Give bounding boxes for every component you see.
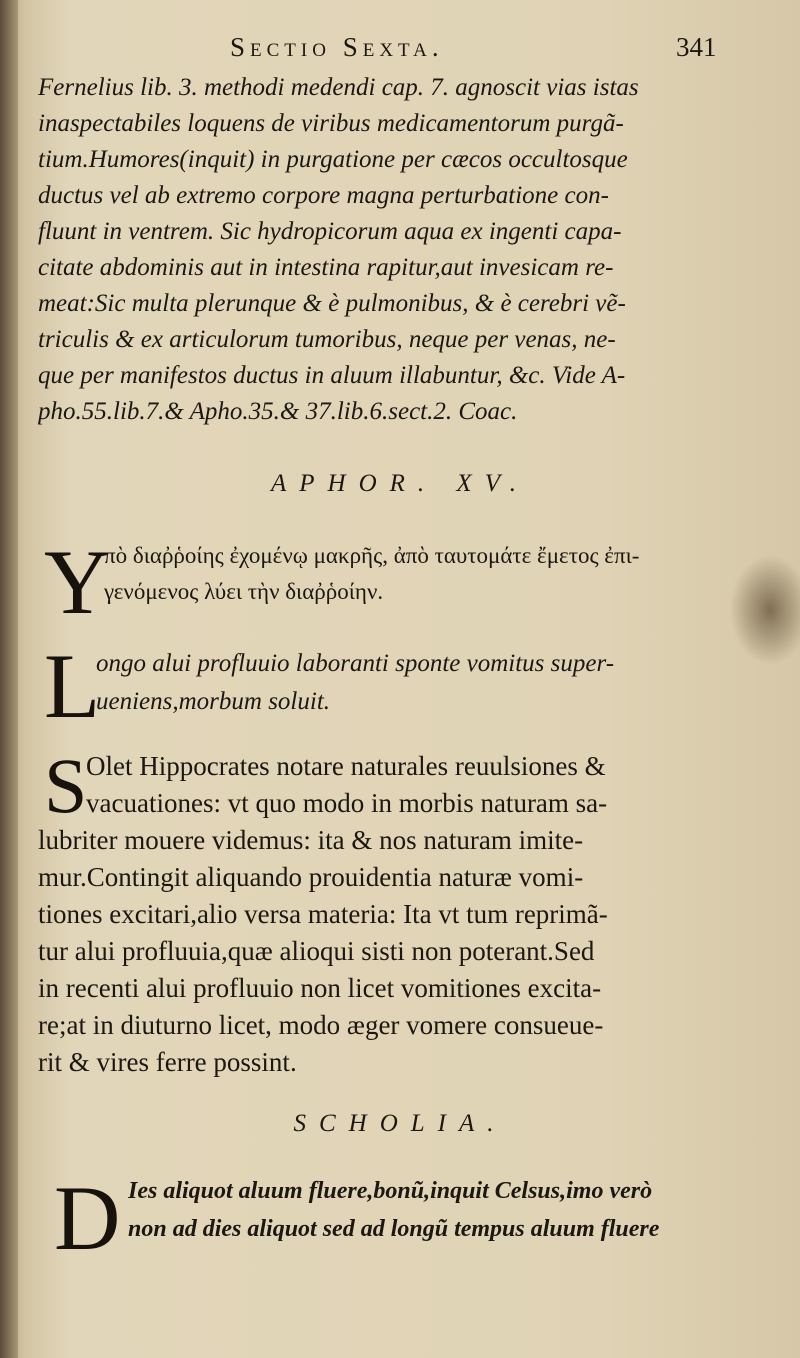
text-line: πὸ διαῤῥοίης ἐχομένῳ μακρῆς, ἀπὸ ταυτομάτε ἔμετος ἐπι- [104,543,640,568]
text-line: γενόμενος λύει τὴν διαῤῥοίην. [104,579,384,604]
text-line: triculis & ex articulorum tumoribus, neque per venas, ne- [38,326,616,353]
text-line: citate abdominis aut in intestina rapitur,aut invesicam re- [38,254,614,281]
page-gutter [0,0,18,1358]
page-number: 341 [676,32,717,62]
page-header [0,32,800,72]
text-line: in recenti alui profluuio non licet vomitiones excita- [38,973,602,1003]
text-line: mur.Contingit aliquando prouidentia naturæ vomi- [38,862,584,892]
text-line: non ad dies aliquot sed ad longũ tempus aluum fluere [128,1216,660,1242]
scholia-dropcap: D [54,1167,121,1269]
text-line: tium.Humores(inquit) in purgatione per cæcos occultosque [38,146,628,173]
commentary-paragraph [38,742,738,1081]
latin-dropcap: L [44,635,101,737]
text-line: ueniens,morbum soluit. [96,688,331,715]
text-line: ongo alui profluuio laboranti sponte vomitus super- [96,650,615,677]
text-line: Fernelius lib. 3. methodi medendi cap. 7. agnoscit vias istas [38,74,639,101]
aphorism-heading: APHOR. XV. [271,470,529,497]
text-line: tiones excitari,alio versa materia: Ita vt tum reprimã- [38,899,608,929]
text-line: tur alui profluuia,quæ alioqui sisti non poterant.Sed [38,936,595,966]
text-line: vacuationes: vt quo modo in morbis naturam sa- [86,788,608,818]
text-line: re;at in diuturno licet, modo æger vomere consueue- [38,1010,604,1040]
text-line: que per manifestos ductus in aluum illabuntur, &c. Vide A- [38,362,626,389]
text-line: Olet Hippocrates notare naturales reuulsiones & [86,751,606,781]
greek-aphorism [104,538,744,610]
text-line: fluunt in ventrem. Sic hydropicorum aqua ex ingenti capa- [38,218,622,245]
paragraph-fernelius [38,70,738,430]
text-line: pho.55.lib.7.& Apho.35.& 37.lib.6.sect.2. Coac. [38,398,518,425]
commentary-dropcap: S [44,742,88,829]
text-line: meat:Sic multa plerunque & è pulmonibus, & è cerebri vẽ- [38,290,626,317]
text-line: rit & vires ferre possint. [38,1047,297,1077]
text-line: ductus vel ab extremo corpore magna perturbatione con- [38,182,609,209]
text-line: inaspectabiles loquens de viribus medicamentorum purgã- [38,110,624,137]
greek-dropcap: Y [44,531,111,633]
text-line: Ies aliquot aluum fluere,bonũ,inquit Celsus,imo verò [128,1178,653,1204]
scholia-heading: SCHOLIA. [293,1110,507,1137]
text-line: lubriter mouere videmus: ita & nos naturam imite- [38,825,584,855]
latin-translation [96,645,736,721]
running-head: Sectio Sexta. [230,32,444,62]
scholia-paragraph [128,1172,748,1248]
